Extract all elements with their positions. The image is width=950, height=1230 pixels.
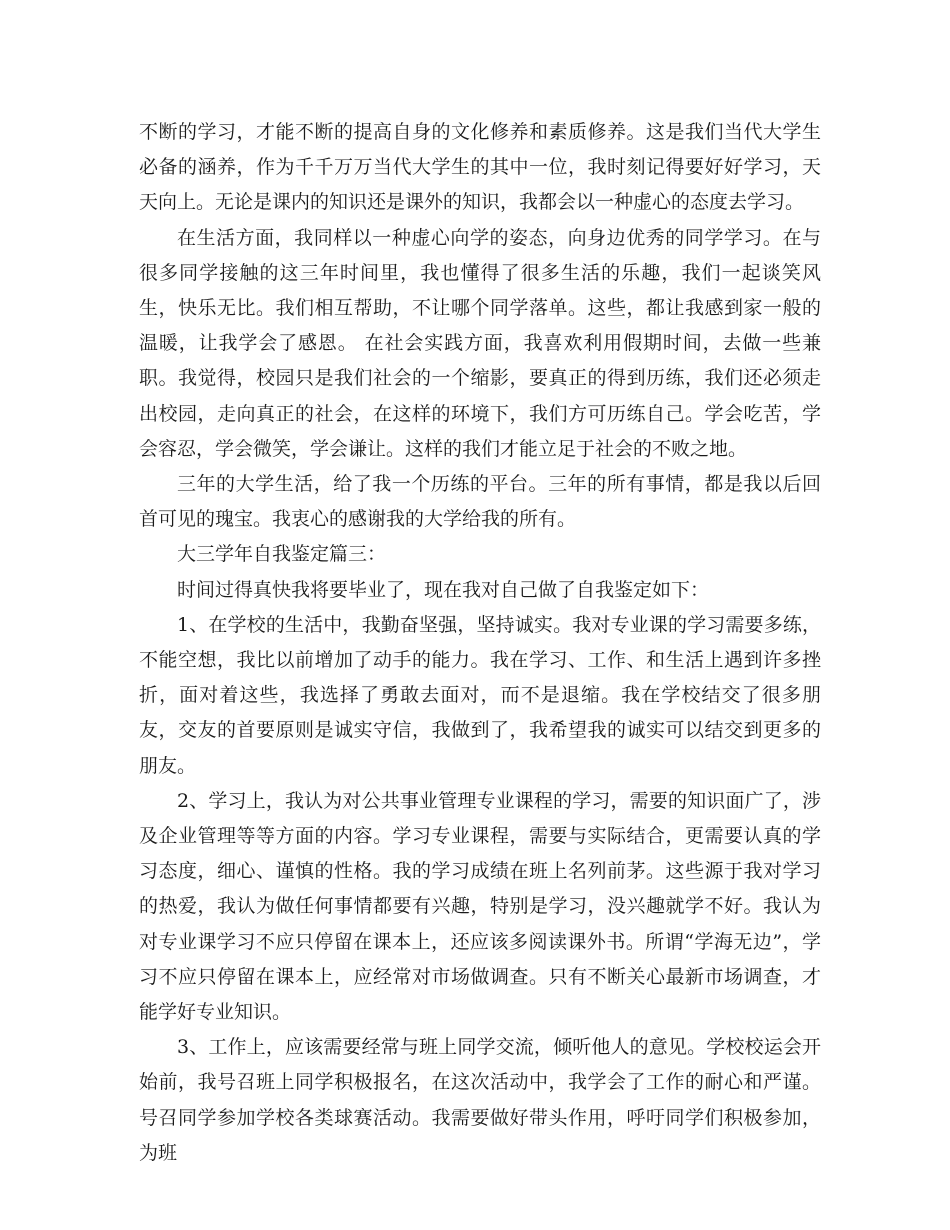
document-body <box>139 115 821 1171</box>
paragraph-1: 不断的学习，才能不断的提高自身的文化修养和素质修养。这是我们当代大学生必备的涵养，作为千千万万当代大学生的其中一位，我时刻记得要好好学习，天天向上。无论是课内的知识还是课外的知识，我都会以一种虚心的态度去学习。 <box>139 121 821 214</box>
section-heading: 大三学年自我鉴定篇三： <box>177 543 387 566</box>
paragraph-6: 1、在学校的生活中，我勤奋坚强，坚持诚实。我对专业课的学习需要多练，不能空想，我比以前增加了动手的能力。我在学习、工作、和生活上遇到许多挫折，面对着这些，我选择了勇敢去面对，而不是退缩。我在学校结交了很多朋友，交友的首要原则是诚实守信，我做到了，我希望我的诚实可以结交到更多的朋友。 <box>139 613 821 777</box>
paragraph-8: 3、工作上，应该需要经常与班上同学交流，倾听他人的意见。学校校运会开始前，我号召班上同学积极报名，在这次活动中，我学会了工作的耐心和严谨。号召同学参加学校各类球赛活动。我需要做好带头作用，呼吁同学们积极参加，为班 <box>139 1036 821 1164</box>
paragraph-5: 时间过得真快我将要毕业了，现在我对自己做了自我鉴定如下： <box>177 578 710 601</box>
paragraph-2: 在生活方面，我同样以一种虚心向学的姿态，向身边优秀的同学学习。在与很多同学接触的这三年时间里，我也懂得了很多生活的乐趣，我们一起谈笑风生，快乐无比。我们相互帮助，不让哪个同学落单。这些，都让我感到家一般的温暖，让我学会了感恩。 在社会实践方面，我喜欢利用假期时间，去做一些兼职。我觉得，校园只是我们社会的一个缩影，要真正的得到历练，我们还必须走出校园，走向真正的社会，在这样的环境下，我们方可历练自己。学会吃苦，学会容忍，学会微笑，学会谦让。这样的我们才能立足于社会的不败之地。 <box>139 226 821 460</box>
paragraph-3: 三年的大学生活，给了我一个历练的平台。三年的所有事情，都是我以后回首可见的瑰宝。我衷心的感谢我的大学给我的所有。 <box>139 473 821 531</box>
paragraph-7: 2、学习上，我认为对公共事业管理专业课程的学习，需要的知识面广了，涉及企业管理等等方面的内容。学习专业课程，需要与实际结合，更需要认真的学习态度，细心、谨慎的性格。我的学习成绩在班上名列前茅。这些源于我对学习的热爱，我认为做任何事情都要有兴趣，特别是学习，没兴趣就学不好。我认为对专业课学习不应只停留在课本上，还应该多阅读课外书。所谓“学海无边”，学习不应只停留在课本上，应经常对市场做调查。只有不断关心最新市场调查，才能学好专业知识。 <box>139 789 821 1024</box>
